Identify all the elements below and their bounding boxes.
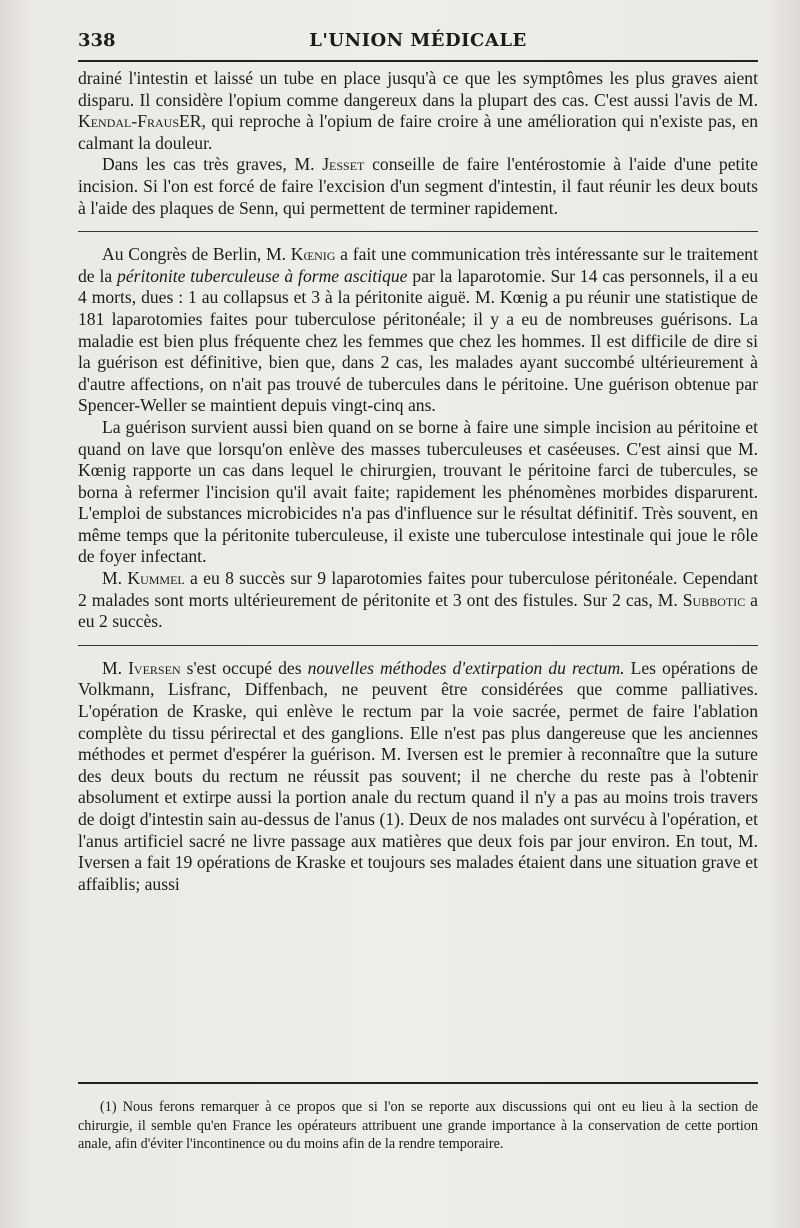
section-divider — [78, 645, 758, 646]
header-rule — [78, 60, 758, 62]
text-run: M. — [102, 568, 128, 589]
body-text — [78, 68, 758, 895]
footnote — [78, 1098, 758, 1154]
footnote-rule — [78, 1082, 758, 1084]
text-run: Dans les cas très graves, M. — [102, 154, 323, 175]
paragraph — [78, 244, 758, 417]
author-name: Jesset — [322, 154, 365, 175]
running-title: L'UNION MÉDICALE — [309, 30, 527, 51]
section-divider — [78, 231, 758, 232]
paragraph — [78, 568, 758, 633]
text-run: a eu 2 succès. — [78, 589, 758, 632]
footnote-text: (1) Nous ferons remarquer à ce propos que si l'on se reporte aux discussions qui ont eu lieu à la section de chirurgie, il semble qu'en France les opérateurs attribuent une grande importance à la conservation de cette portion anale, afin d'éviter l'incontinence ou du moins afin de la rendre temporaire. — [78, 1099, 758, 1153]
italic-phrase: péritonite tuberculeuse à forme ascitique — [117, 265, 408, 286]
text-run: conseille de faire l'entérostomie à l'aide d'une petite incision. Si l'on est forcé de faire l'excision d'un segment d'intestin, il faut réunir les deux bouts à l'aide des plaques de Senn, qui permettent de terminer rapidement. — [78, 154, 758, 218]
text-run: , qui reproche à l'opium de faire croire à une amélioration qui n'existe pas, en calmant la douleur. — [78, 111, 758, 153]
author-name: Subbotic — [682, 589, 746, 610]
paragraph — [78, 68, 758, 154]
paragraph — [78, 154, 758, 219]
text-run: par la laparotomie. Sur 14 cas personnels, il a eu 4 morts, dues : 1 au collapsus et 3 à la péritonite aiguë. M. Kœnig a pu réunir une statistique de 181 laparotomies faites pour tuberculose péritonéale; il y a eu de nombreuses guérisons. La maladie est bien plus fréquente chez les femmes que chez les hommes. Il est difficile de dire si la guérison est définitive, bien que, dans 2 cas, les malades ayant succombé ultérieurement à d'autre affections, on n'ait pas trouvé de tubercules dans le péritoine. Une guérison obtenue par Spencer-Weller se maintient depuis vingt-cinq ans. — [78, 265, 758, 416]
author-name: Kœnig — [290, 244, 336, 265]
author-name: Kummel — [127, 568, 185, 589]
text-run: a eu 8 succès sur 9 laparotomies faites pour tuberculose péritonéale. Cependant 2 malades sont morts ultérieurement de péritonite et 3 ont des fistules. Sur 2 cas, M. — [78, 568, 758, 610]
page-number: 338 — [78, 30, 116, 51]
text-run: s'est occupé des — [180, 657, 308, 678]
text-run: Au Congrès de Berlin, M. — [102, 244, 291, 265]
paragraph — [78, 417, 758, 568]
text-run: M. — [102, 657, 129, 678]
text-run: Les opérations de Volkmann, Lisfranc, Diffenbach, ne peuvent être considérées que comme palliatives. L'opération de Kraske, qui enlève le rectum par la voie sacrée, permet de faire l'ablation complète du tissu périrectal et des ganglions. Elle n'est pas plus dangereuse que les anciennes méthodes et permet d'espérer la guérison. M. Iversen est le premier à reconnaître que la suture des deux bouts du rectum ne réussit pas souvent; il ne cherche du reste pas à l'obtenir absolument et extirpe aussi la portion anale du rectum quand il n'y a pas au moins trois travers de doigt d'intestin sain au-dessus de l'anus (1). Deux de nos malades ont survécu à l'opération, et l'anus artificiel sacré ne livre passage aux matières que deux fois par jour environ. En tout, M. Iversen a fait 19 opérations de Kraske et toujours ses malades étaient dans une situation grave et affaiblis; aussi — [78, 657, 758, 894]
text-run: a fait une communication très intéressante sur le traitement de la — [78, 244, 758, 286]
page-header — [78, 30, 758, 56]
text-run: La guérison survient aussi bien quand on se borne à faire une simple incision au péritoine et quand on lave que lorsqu'on enlève des masses tuberculeuses et caséeuses. C'est ainsi que M. Kœnig rapporte un cas dans lequel le chirurgien, trouvant le péritoine farci de tubercules, se borna à refermer l'incision qu'il avait faite; rapidement les phénomènes morbides disparurent. L'emploi de substances microbicides n'a pas d'influence sur le résultat définitif. Très souvent, en même temps que la péritonite tuberculeuse, il existe une tuberculose intestinale qui joue le rôle de foyer infectant. — [78, 416, 758, 567]
text-run: drainé l'intestin et laissé un tube en place jusqu'à ce que les symptômes les plus graves aient disparu. Il considère l'opium comme dangereux dans la plupart des cas. C'est aussi l'avis de M. — [78, 68, 758, 110]
paragraph — [78, 658, 758, 896]
author-name: Kendal-FrausER — [78, 111, 202, 132]
author-name: Iversen — [128, 657, 181, 678]
italic-phrase: nouvelles méthodes d'extirpation du rectum. — [307, 657, 625, 678]
